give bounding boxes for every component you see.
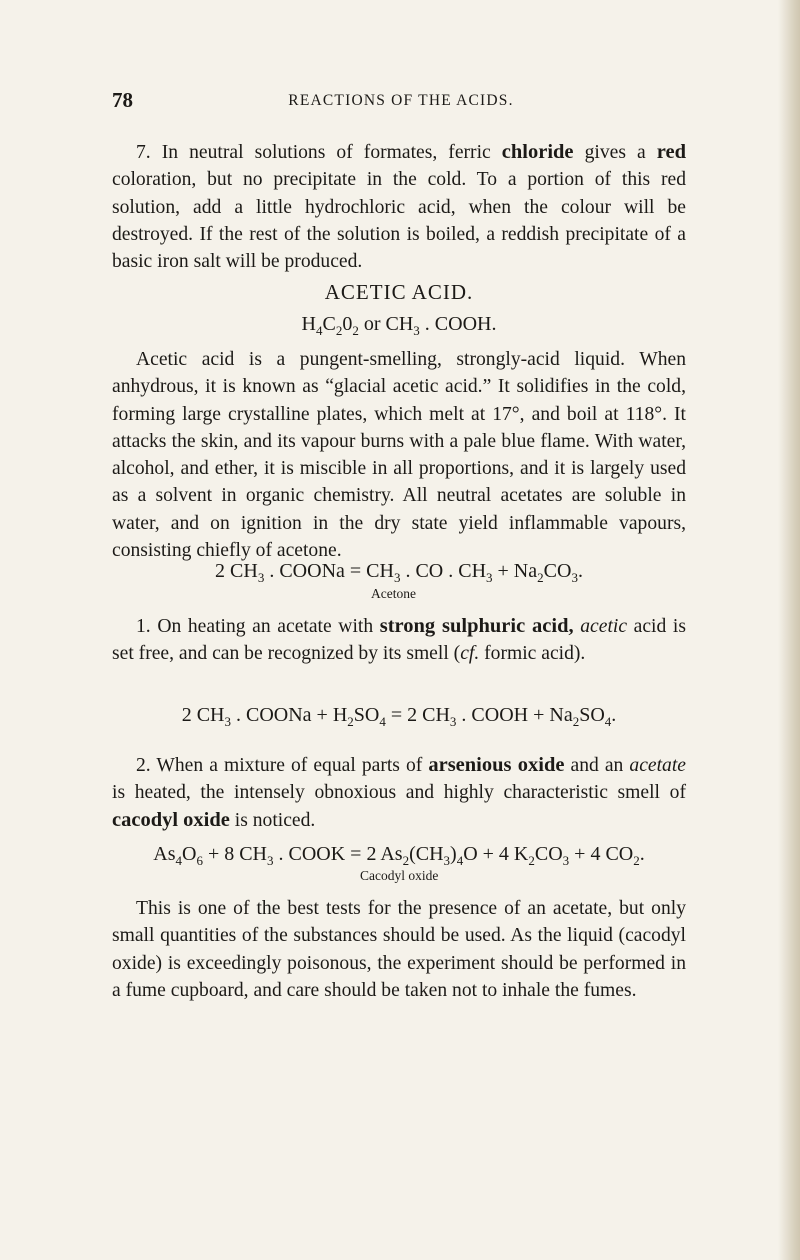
equation-acetone: 2 $CH_3$ . COONa = $CH_3$ . CO . $CH_3 + Na_2CO_3$. (215, 560, 583, 585)
page-number: 78 (112, 88, 133, 112)
emphasis-cacodyl-oxide: cacodyl oxide (112, 808, 230, 831)
caption-cacodyl-oxide: Cacodyl oxide (360, 868, 439, 883)
emphasis-chloride: chloride (501, 141, 574, 163)
section-title: ACETIC ACID. (324, 280, 474, 304)
paragraph-closing-caution: This is one of the best tests for the presence of an acetate, but only small quantities of the substances should be used. As the liquid (cacodyl oxide) is exceedingly poisonous, the experiment should be performed in a fume cupboard, and care should be taken not to inhale the fumes. (112, 898, 686, 1001)
emphasis-red: red (656, 141, 686, 163)
paragraph-sulphuric-acid-test: 1. On heating an acetate with strong sulphuric acid, acetic acid is set free, and can be recognized by its smell (cf. formic acid). (112, 615, 686, 665)
paragraph-acetic-acid-description: Acetic acid is a pungent-smelling, strongly-acid liquid. When anhydrous, it is known as “glacial acetic acid.” It solidifies in the cold, forming large crystalline plates, which melt at 17°, and boil at 118°. It attacks the skin, and its vapour burns with a pale blue flame. With water, alcohol, and ether, it is miscible in all proportions, and it is largely used as a solvent in organic chemistry. All neutral acetates are soluble in water, and on ignition in the dry state yield inflammable vapours, consisting chiefly of acetone. (112, 349, 686, 562)
page-header (112, 88, 690, 118)
emphasis-strong-sulphuric-acid: strong sulphuric acid, (379, 615, 574, 637)
acetic-acid-formula: $H_4C_20_2$ or $CH_3$ . COOH. (301, 313, 497, 338)
paragraph-formates-ferric-chloride: 7. In neutral solutions of formates, ferric chloride gives a red coloration, but no precipitate in the cold. To a portion of this red solution, add a little hydrochloric acid, when the colour will be destroyed. If the rest of the solution is boiled, a reddish precipitate of a basic iron salt will be produced. (112, 141, 686, 273)
paragraph-arsenious-oxide-test: 2. When a mixture of equal parts of arsenious oxide and an acetate is heated, the intensely obnoxious and highly characteristic smell of cacodyl oxide is noticed. (112, 754, 686, 831)
equation-cacodyl-oxide: $As_4O_6 + 8$ $CH_3$ . COOK = 2 $As_2(CH_3)_4O + 4$ $K_2CO_3 + 4$ $CO_2$. (153, 843, 645, 868)
equation-sulphuric-acid: 2 $CH_3$ . COONa + $H_2SO_4 = 2$ $CH_3$ . COOH + $Na_2SO_4$. (181, 704, 617, 729)
emphasis-arsenious-oxide: arsenious oxide (428, 754, 565, 776)
caption-acetone: Acetone (371, 586, 416, 601)
running-title: REACTIONS OF THE ACIDS. (288, 92, 514, 109)
page-edge-shadow (778, 0, 800, 1260)
